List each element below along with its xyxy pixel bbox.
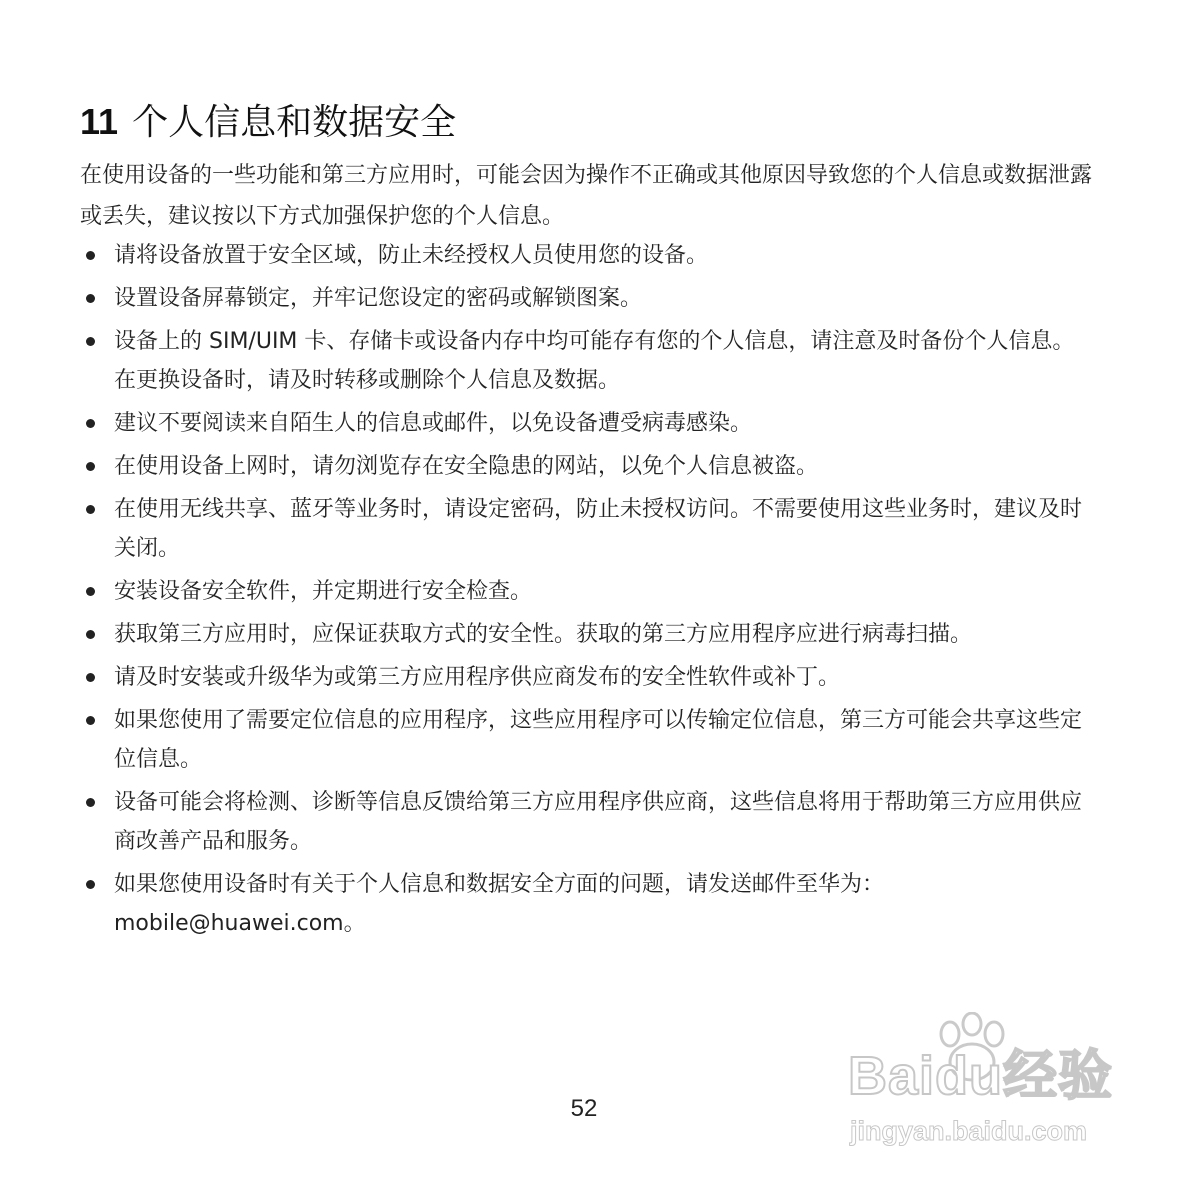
list-item	[80, 658, 1092, 697]
bullet-icon	[86, 462, 95, 471]
bullet-icon	[86, 294, 95, 303]
bullet-icon	[86, 798, 95, 807]
list-item-text: 在使用无线共享、蓝牙等业务时，请设定密码，防止未授权访问。不需要使用这些业务时，建议及时关闭。	[114, 497, 1083, 561]
list-item	[80, 783, 1092, 861]
bullet-icon	[86, 337, 95, 346]
section-title: 个人信息和数据安全	[132, 102, 457, 143]
list-item	[80, 572, 1092, 611]
list-item-text: 建议不要阅读来自陌生人的信息或邮件，以免设备遭受病毒感染。	[114, 411, 753, 436]
list-item	[80, 322, 1092, 400]
list-item	[80, 615, 1092, 654]
baidu-watermark	[842, 1010, 1132, 1160]
bullet-icon	[86, 673, 95, 682]
watermark-url: jingyan.baidu.com	[850, 1116, 1088, 1146]
bullet-icon	[86, 251, 95, 260]
bullet-icon	[86, 587, 95, 596]
list-item-text: 在使用设备上网时，请勿浏览存在安全隐患的网站，以免个人信息被盗。	[114, 454, 819, 479]
bullet-icon	[86, 505, 95, 514]
bullet-icon	[86, 630, 95, 639]
list-item	[80, 865, 1092, 943]
page-number: 52	[570, 1095, 598, 1122]
list-item	[80, 236, 1092, 275]
bullet-list	[80, 236, 1092, 947]
list-item-text: 请及时安装或升级华为或第三方应用程序供应商发布的安全性软件或补丁。	[114, 665, 841, 690]
section-number: 11	[80, 101, 119, 142]
list-item	[80, 404, 1092, 443]
list-item-text: 设备可能会将检测、诊断等信息反馈给第三方应用程序供应商，这些信息将用于帮助第三方应用供应商改善产品和服务。	[114, 790, 1083, 854]
list-item	[80, 490, 1092, 568]
list-item-text: 如果您使用了需要定位信息的应用程序，这些应用程序可以传输定位信息，第三方可能会共享这些定位信息。	[114, 708, 1083, 772]
list-item-text: 请将设备放置于安全区域，防止未经授权人员使用您的设备。	[114, 243, 709, 268]
watermark-brand: Baidu经验	[848, 1046, 1114, 1106]
section-heading	[80, 98, 1100, 147]
list-item-text: 安装设备安全软件，并定期进行安全检查。	[114, 579, 533, 604]
list-item-text: 如果您使用设备时有关于个人信息和数据安全方面的问题，请发送邮件至华为：mobile@huawei.com。	[114, 872, 885, 936]
list-item-text: 设置设备屏幕锁定，并牢记您设定的密码或解锁图案。	[114, 286, 643, 311]
list-item	[80, 701, 1092, 779]
list-item-text: 设备上的 SIM/UIM 卡、存储卡或设备内存中均可能存有您的个人信息，请注意及时备份个人信息。在更换设备时，请及时转移或删除个人信息及数据。	[114, 329, 1075, 393]
list-item-text: 获取第三方应用时，应保证获取方式的安全性。获取的第三方应用程序应进行病毒扫描。	[114, 622, 973, 647]
list-item	[80, 447, 1092, 486]
list-item	[80, 279, 1092, 318]
intro-paragraph: 在使用设备的一些功能和第三方应用时，可能会因为操作不正确或其他原因导致您的个人信息或数据泄露或丢失，建议按以下方式加强保护您的个人信息。	[80, 163, 1093, 229]
bullet-icon	[86, 716, 95, 725]
bullet-icon	[86, 419, 95, 428]
bullet-icon	[86, 880, 95, 889]
